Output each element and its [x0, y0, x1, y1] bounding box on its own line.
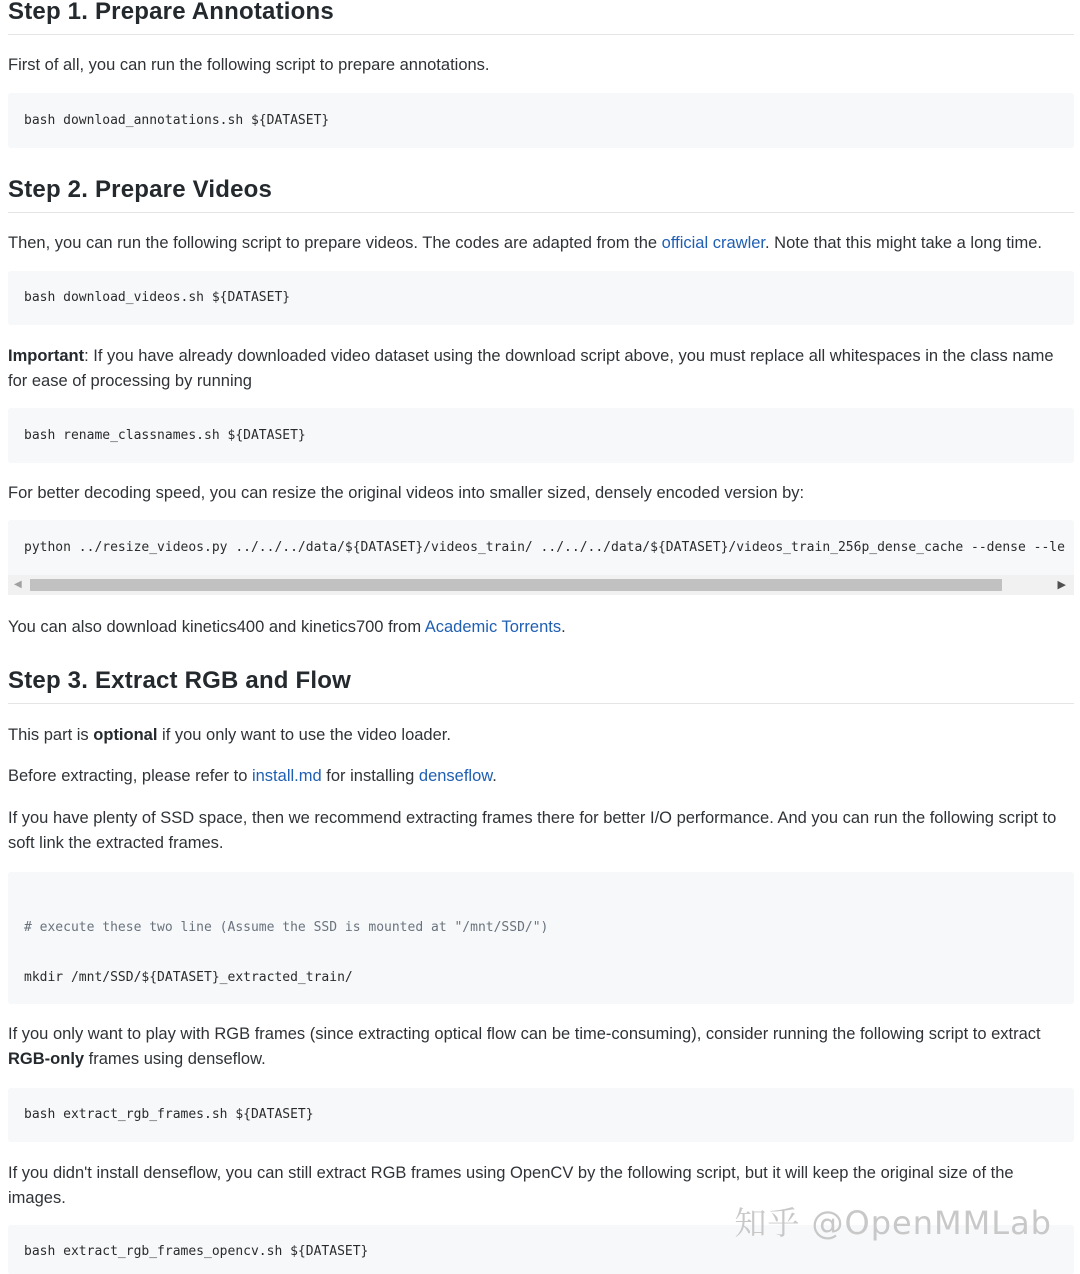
opencv-text: If you didn't install denseflow, you can still extract RGB frames using OpenCV by the following script, but it will keep the original size of the images.	[8, 1164, 1014, 1207]
horizontal-scrollbar[interactable]	[8, 575, 1074, 595]
step1-heading: Step 1. Prepare Annotations	[8, 0, 1074, 35]
scroll-right-arrow-icon[interactable]: ▶	[1057, 579, 1066, 591]
code-block-resize-videos: python ../resize_videos.py ../../../data/${DATASET}/videos_train/ ../../../data/${DATASET}/videos_train_256p_dense_cache --dense --le	[8, 520, 1074, 575]
step2-intro: Then, you can run the following script to prepare videos. The codes are adapted from the official crawler. Note that this might take a long time.	[8, 234, 1042, 252]
step2-heading: Step 2. Prepare Videos	[8, 176, 1074, 213]
rgb-only-text: If you only want to play with RGB frames (since extracting optical flow can be time-consuming), consider running the following script to extract RGB-only frames using denseflow.	[8, 1025, 1041, 1068]
official-crawler-link[interactable]: official crawler	[661, 234, 765, 252]
code-block-extract-rgb-opencv: bash extract_rgb_frames_opencv.sh ${DATASET}	[8, 1225, 1074, 1274]
optional-text: This part is optional if you only want to use the video loader.	[8, 726, 451, 744]
code-line: mkdir /mnt/SSD/${DATASET}_extracted_train/	[24, 970, 353, 985]
refer-text: Before extracting, please refer to install.md for installing denseflow.	[8, 767, 497, 785]
code-block-download-annotations: bash download_annotations.sh ${DATASET}	[8, 93, 1074, 148]
important-label: Important	[8, 347, 85, 365]
code-block-ssd-links	[8, 872, 1074, 1004]
torrents-text: You can also download kinetics400 and kinetics700 from Academic Torrents.	[8, 618, 566, 636]
watermark: 知乎 @OpenMMLab	[734, 1204, 1052, 1242]
step1-intro: First of all, you can run the following script to prepare annotations.	[8, 56, 490, 74]
denseflow-link[interactable]: denseflow	[418, 767, 493, 785]
scroll-left-arrow-icon[interactable]: ◀	[14, 579, 22, 590]
code-comment-line: # execute these two line (Assume the SSD is mounted at "/mnt/SSD/")	[24, 920, 549, 935]
install-md-link[interactable]: install.md	[251, 767, 322, 785]
code-block-rename-classnames: bash rename_classnames.sh ${DATASET}	[8, 408, 1074, 463]
scrollbar-thumb[interactable]	[30, 579, 1002, 591]
important-note: Important: If you have already downloaded video dataset using the download script above, you must replace all whitespaces in the class name for ease of processing by running	[8, 347, 1054, 390]
step3-heading: Step 3. Extract RGB and Flow	[8, 667, 1074, 704]
academic-torrents-link[interactable]: Academic Torrents	[424, 618, 562, 636]
code-block-download-videos: bash download_videos.sh ${DATASET}	[8, 271, 1074, 325]
resize-text: For better decoding speed, you can resize the original videos into smaller sized, densely encoded version by:	[8, 484, 805, 502]
code-block-extract-rgb: bash extract_rgb_frames.sh ${DATASET}	[8, 1088, 1074, 1142]
ssd-text: If you have plenty of SSD space, then we recommend extracting frames there for better I/O performance. And you can run the following script to soft link the extracted frames.	[8, 809, 1057, 852]
